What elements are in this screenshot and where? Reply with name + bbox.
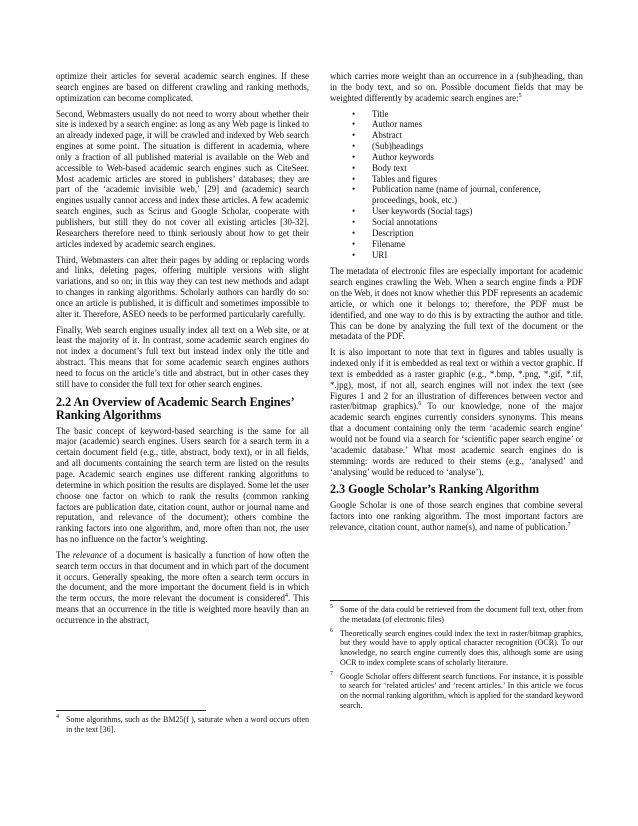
footnote-ref: 7 [567, 521, 571, 528]
footnote-ref: 6 [418, 401, 422, 408]
footnotes-left [56, 710, 309, 739]
section-heading-2-3: 2.3 Google Scholar’s Ranking Algorithm [330, 482, 540, 497]
list-item: • URI [330, 250, 583, 261]
list-item: • Tables and figures [330, 174, 583, 185]
paragraph [330, 500, 583, 533]
list-item: • Description [330, 228, 583, 239]
list-item: • Abstract [330, 130, 583, 141]
text-run: Google Scholar is one of those search engines that combine several factors into one ranking algorithm. The most important factors are relevance, citation count, author name(s), and name of publication. [330, 499, 583, 532]
left-column [56, 71, 309, 631]
paragraph [56, 550, 309, 626]
list-item: • (Sub)headings [330, 141, 583, 152]
footnote-6 [330, 629, 583, 668]
list-item: • User keywords (Social tags) [330, 206, 583, 217]
text-run: It is also important to note that text in figures and tables usually is indexed only if it is embedded as real text or within a vector graphic. If text is embedded as a raster graphic (e.g., *.bmp, *.png, *.gif, *.tif, *.jpg), most, if not all, search engines will not index the text (see Figures 1 and 2 for an illustration of differences between vector and raster/bitmap graphics). [330, 347, 583, 412]
text-run: which carries more weight than an occurrence in a (sub)heading, than in the body text, and so on. Possible document fields that may be weighted differently by academic search engines are: [330, 71, 583, 103]
text-run: To our knowledge, none of the major academic search engines currently considers synonyms. This means that a document containing only the term ‘academic search engine’ would not be found via a search for ‘scientific paper search engine’ or ‘academic database.’ What most academic search engines do is stemming: words are reduced to their stems (e.g., ‘analysed’ and ‘analysing’ would be reduced to ‘analyse’). [330, 401, 583, 477]
emphasis-text: relevance [72, 549, 107, 560]
paragraph: Third, Webmasters can alter their pages by adding or replacing words and links, deleting pages, offering multiple versions with slight variations, and so on; in this way they can test new methods and adapt to changes in ranking algorithms. Scholarly authors can hardly do so: once an article is published, it is difficult and sometimes impossible to alter it. Therefore, ASEO needs to be performed particularly carefully. [56, 254, 309, 319]
footnote-4 [56, 715, 309, 735]
footnotes-right [330, 600, 583, 715]
list-item: • Author keywords [330, 152, 583, 163]
list-item: • Body text [330, 163, 583, 174]
text-run: . This means that an occurrence in the title is weighted more heavily than an occurrence in the abstract, [56, 593, 309, 625]
footnote-text: Theoretically search engines could index the text in raster/bitmap graphics, but they would have to apply optical character recognition (OCR). To our knowledge, no search engine currently does this, although some are using OCR to index complete scans of scholarly literature. [340, 628, 583, 667]
footnote-divider [330, 600, 480, 601]
footnote-mark: 7 [330, 670, 333, 677]
list-item: • Author names [330, 119, 583, 130]
list-item: • Publication name (name of journal, conference, proceedings, book, etc.) [330, 184, 583, 206]
paragraph: optimize their articles for several academic search engines. If these search engines are based on different crawling and ranking methods, optimization can become complicated. [56, 71, 309, 103]
list-item: • Social annotations [330, 217, 583, 228]
paragraph: Second, Webmasters usually do not need to worry about whether their site is indexed by a search engine: as long as any Web page is linked to an already indexed page, it will be crawled and indexed by Web search engines at some point. The situation is different in academia, where only a fraction of all published material is available on the Web and accessible to Web-based academic search engines such as CiteSeer. Most academic articles are stored in publishers’ databases; they are part of the ‘academic invisible web,’ [29] and (academic) search engines usually cannot access and index these articles. A few academic search engines, such as Scirus and Google Scholar, cooperate with publishers, but still they do not cover all existing articles [30-32]. Researchers therefore need to think seriously about how to get their articles indexed by academic search engines. [56, 108, 309, 249]
footnote-ref: 5 [518, 92, 522, 99]
footnote-text: Some algorithms, such as the BM25(f ), saturate when a word occurs often in the text [36]. [66, 715, 309, 734]
list-item: • Title [330, 109, 583, 120]
paragraph: The basic concept of keyword-based searching is the same for all major (academic) search engines. Users search for a search term in a certain document field (e.g., title, abstract, body text), or in all fields, and all documents containing the search term are listed on the results page. Academic search engines use different ranking algorithms to determine in which position the results are displayed. Some let the user choose one factor on which to rank the results (common ranking factors are publication date, citation count, author or journal name and reputation, and relevance of the document); others combine the ranking factors into one algorithm, and, more often than not, the user has no influence on the factor’s weighting. [56, 425, 309, 545]
footnote-mark: 5 [330, 604, 333, 610]
list-item: • Filename [330, 239, 583, 250]
footnote-divider [56, 710, 206, 711]
text-run: of a document is basically a function of how often the search term occurs in that document and in which part of the document it occurs. Generally speaking, the more often a search term occurs in the document, and the more important the document field is in which the term occurs, the more relevant the document is considered [56, 549, 309, 604]
footnote-5 [330, 605, 583, 625]
paragraph: The metadata of electronic files are especially important for academic search engines crawling the Web. When a search engine finds a PDF on the Web, it does not know whether this PDF represents an academic article, or which one it belongs to; therefore, the PDF must be identified, and one way to do this is by extracting the author and title. This can be done by analyzing the full text of the document or the metadata of the PDF. [330, 266, 583, 342]
bullet-list [330, 109, 583, 261]
section-heading-2-2: 2.2 An Overview of Academic Search Engines’ Ranking Algorithms [56, 394, 294, 423]
right-column [330, 71, 583, 537]
paragraph [330, 71, 583, 104]
paragraph: Finally, Web search engines usually index all text on a Web site, or at least the majority of it. In contrast, some academic search engines do not index a document’s full text but instead index only the title and abstract. This means that for some academic search engines authors need to focus on the article’s title and abstract, but in other cases they still have to consider the full text for other search engines. [56, 324, 309, 389]
footnote-text: Google Scholar offers different search functions. For instance, it is possible to search for ‘related articles’ and ‘recent articles.’ In this article we focus on the normal ranking algorithm, which is applied for the standard keyword search. [340, 671, 583, 710]
footnote-mark: 6 [330, 627, 333, 634]
paragraph [330, 347, 583, 477]
text-run: The [56, 549, 73, 560]
footnote-ref: 4 [284, 593, 288, 600]
footnote-7 [330, 672, 583, 711]
footnote-mark: 4 [56, 714, 59, 720]
footnote-text: Some of the data could be retrieved from the document full text, other from the metadata (of electronic files) [340, 605, 583, 624]
